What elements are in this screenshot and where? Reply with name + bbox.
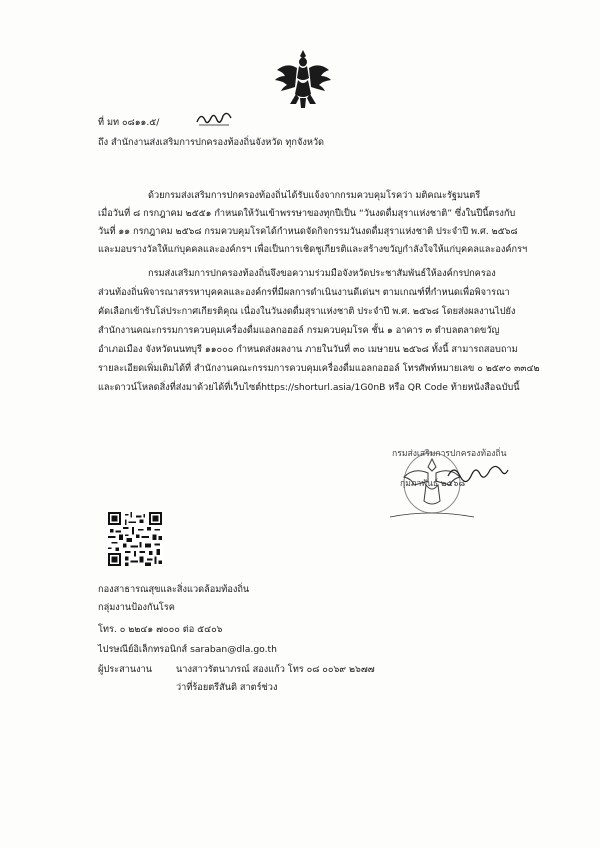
coordinator-1: นางสาวรัตนาภรณ์ สองแก้ว โทร ๐๘ ๐๐๖๙ ๒๖๗๗ bbox=[176, 664, 375, 675]
paragraph2-line: ส่วนท้องถิ่นพิจารณาสรรหาบุคคลและองค์กรที่มีผลการดำเนินงานดีเด่นฯ ตามเกณฑ์ที่กำหนดเพื่อพิจารณา bbox=[98, 287, 510, 298]
seal-date-text: กุมภาพันธ์ ๒๕๖๘ bbox=[400, 479, 466, 489]
garuda-emblem-icon bbox=[272, 48, 334, 110]
reference-number: ที่ มท ๐๘๑๑.๕/ bbox=[98, 117, 160, 128]
paragraph2-line: และดาวน์โหลดสิ่งที่ส่งมาด้วยได้ที่เว็บไซต์https://shorturl.asia/1G0nB หรือ QR Code ท้ายหนังสือฉบับนี้ bbox=[98, 382, 520, 393]
contact-division: กองสาธารณสุขและสิ่งแวดล้อมท้องถิ่น bbox=[98, 584, 250, 595]
paragraph2-line: สำนักงานคณะกรรมการควบคุมเครื่องดื่มแอลกอฮอล์ กรมควบคุมโรค ชั้น ๑ อาคาร ๓ ตำบลตลาดขวัญ bbox=[98, 325, 500, 336]
handwritten-number-icon bbox=[195, 110, 233, 128]
contact-phone: โทร. ๐ ๒๒๔๑ ๗๐๐๐ ต่อ ๕๔๐๖ bbox=[98, 624, 223, 635]
paragraph2-line: กรมส่งเสริมการปกครองท้องถิ่นจึงขอความร่วมมือจังหวัดประชาสัมพันธ์ให้องค์กรปกครอง bbox=[148, 268, 496, 279]
paragraph2-line: รายละเอียดเพิ่มเติมได้ที่ สำนักงานคณะกรรมการควบคุมเครื่องดื่มแอลกอฮอล์ โทรศัพท์หมายเลข ๐ ๒๕๙๐ ๓๓๔๒ bbox=[98, 363, 540, 374]
coordinator-label: ผู้ประสานงาน bbox=[98, 664, 153, 675]
paragraph1-line: เมื่อวันที่ ๘ กรกฎาคม ๒๕๕๑ กำหนดให้วันเข้าพรรษาของทุกปีเป็น “วันงดดื่มสุราแห่งชาติ” ซึ่งในปีนี้ตรงกับ bbox=[98, 208, 516, 219]
paragraph1-line: วันที่ ๑๑ กรกฎาคม ๒๕๖๘ กรมควบคุมโรคได้กำหนดจัดกิจกรรมวันงดดื่มสุราแห่งชาติ ประจำปี พ.ศ. ๒๕๖๘ bbox=[98, 226, 518, 237]
addressee: ถึง สำนักงานส่งเสริมการปกครองท้องถิ่นจังหวัด ทุกจังหวัด bbox=[98, 137, 325, 148]
paragraph2-line: อำเภอเมือง จังหวัดนนทบุรี ๑๑๐๐๐ กำหนดส่งผลงาน ภายในวันที่ ๓๐ เมษายน ๒๕๖๘ ทั้งนี้ สามารถสอบถาม bbox=[98, 344, 518, 355]
contact-email: ไปรษณีย์อิเล็กทรอนิกส์ saraban@dla.go.th bbox=[98, 644, 277, 655]
paragraph1-line: และมอบรางวัลให้แก่บุคคลและองค์กรฯ เพื่อเป็นการเชิดชูเกียรติและสร้างขวัญกำลังใจให้แก่บุคคลและองค์กรฯ bbox=[98, 244, 528, 255]
seal-dept-text: กรมส่งเสริมการปกครองท้องถิ่น bbox=[392, 449, 507, 459]
contact-group: กลุ่มงานป้องกันโรค bbox=[98, 602, 175, 613]
paragraph2-line: คัดเลือกเข้ารับโล่ประกาศเกียรติคุณ เนื่องในวันงดดื่มสุราแห่งชาติ ประจำปี พ.ศ. ๒๕๖๘ โดยส่งผลงานไปยัง bbox=[98, 306, 516, 317]
paragraph1-line: ด้วยกรมส่งเสริมการปกครองท้องถิ่นได้รับแจ้งจากกรมควบคุมโรคว่า มติคณะรัฐมนตรี bbox=[148, 190, 481, 201]
signature-icon bbox=[446, 462, 510, 484]
coordinator-2: ว่าที่ร้อยตรีสันติ สาตร์ช่วง bbox=[176, 682, 278, 693]
qr-code-icon[interactable] bbox=[108, 512, 162, 566]
